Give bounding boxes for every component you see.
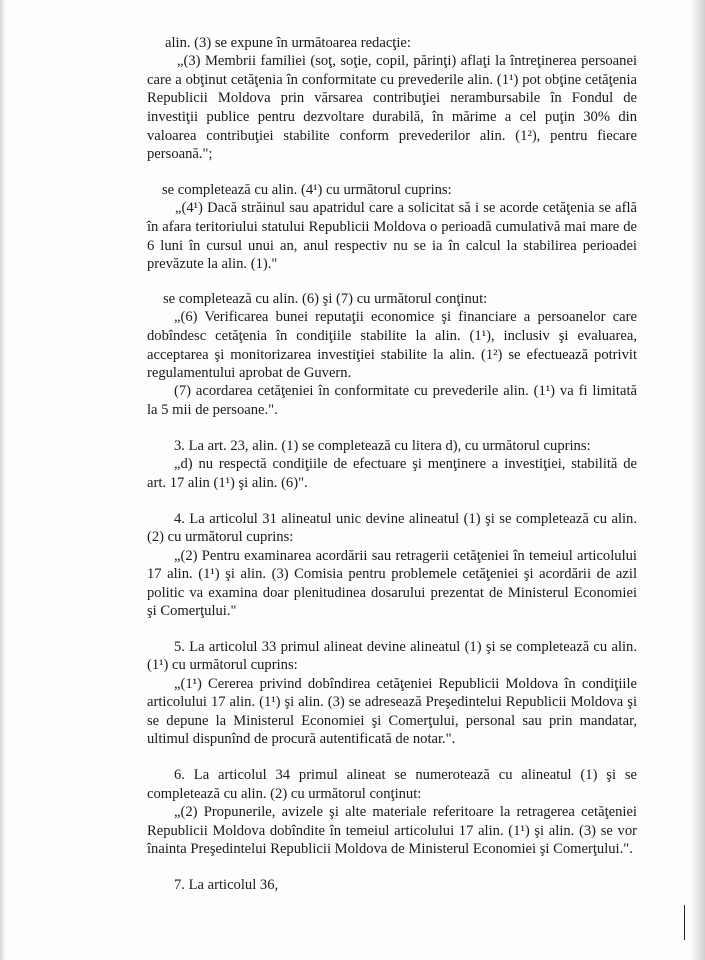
- paragraph-line: Republicii Moldova dobîndite în temeiul articolului 17 alin. (1¹) şi alin. (3) se vor: [147, 823, 637, 839]
- page-shadow-right: [691, 0, 705, 960]
- paragraph-line: „(2) Pentru examinarea acordării sau retragerii cetăţeniei în temeiul articolului: [174, 548, 637, 564]
- paragraph-line: 5. La articolul 33 primul alineat devine alineatul (1) şi se completează cu alin.: [174, 639, 637, 655]
- paragraph-line: se depune la Ministerul Economiei şi Comerţului, personal sau prin mandatar,: [147, 713, 637, 729]
- paragraph-line: ultimul dispunînd de procură autentificată de notar.".: [147, 731, 456, 747]
- paragraph-line: „(6) Verificarea bunei reputaţii economice şi financiare a persoanelor care: [174, 309, 637, 325]
- paragraph-line: „(2) Propunerile, avizele şi alte materiale referitoare la retragerea cetăţeniei: [174, 804, 637, 820]
- paragraph-line: 3. La art. 23, alin. (1) se completează cu litera d), cu următorul cuprins:: [174, 438, 591, 454]
- paragraph-line: şi Comerţului.": [147, 603, 237, 619]
- paragraph-line: 7. La articolul 36,: [174, 877, 279, 893]
- paragraph-line: 6. La articolul 34 primul alineat se numerotează cu alineatul (1) şi se: [174, 767, 637, 783]
- paragraph-line: dobîndesc cetăţenia în condiţiile stabilite la alin. (1¹), inclusiv şi evaluarea,: [147, 328, 637, 344]
- page-shadow-left: [0, 0, 6, 960]
- paragraph-line: persoană.";: [147, 146, 213, 162]
- paragraph-line: la 5 mii de persoane.".: [147, 402, 278, 418]
- paragraph-line: politic va examina doar plenitudinea dosarului prezentat de Ministerul Economiei: [147, 585, 637, 601]
- paragraph-line: „(3) Membrii familiei (soţ, soţie, copil, părinţi) aflaţi la întreţinerea persoanei: [177, 53, 637, 69]
- paragraph-line: Republicii Moldova prin vărsarea contribuţiei nerambursabile în Fondul de: [147, 90, 637, 106]
- paragraph-line: „(1¹) Cererea privind dobîndirea cetăţeniei Republicii Moldova în condiţiile: [174, 676, 637, 692]
- paragraph-line: art. 17 alin (1¹) şi alin. (6)".: [147, 475, 308, 491]
- paragraph-line: 6 luni în cursul unui an, anul respectiv nu se ia în calcul la stabilirea perioadei: [147, 238, 637, 254]
- paragraph-line: investiţii publice pentru dezvoltare durabilă, în mărime a cel puţin 30% din: [147, 109, 637, 125]
- paragraph-line: prevăzute la alin. (1).": [147, 256, 278, 272]
- paragraph-line: completează cu alin. (2) cu următorul conţinut:: [147, 786, 422, 802]
- paragraph-line: acceptarea şi monitorizarea investiţiei stabilite la alin. (1²) se efectuează potrivit: [147, 347, 637, 363]
- paragraph-line: (1¹) cu următorul cuprins:: [147, 657, 298, 673]
- paragraph-line: 4. La articolul 31 alineatul unic devine alineatul (1) şi se completează cu alin.: [174, 511, 637, 527]
- paragraph-line: „(4¹) Dacă străinul sau apatridul care a solicitat să i se acorde cetăţenia se află: [175, 200, 637, 216]
- paragraph-line: valoarea contribuţiei stabilite conform prevederilor alin. (1²), pentru fiecare: [147, 128, 637, 144]
- paragraph-line: „d) nu respectă condiţiile de efectuare şi menţinere a investiţiei, stabilită de: [174, 456, 637, 472]
- paragraph-line: (2) cu următorul cuprins:: [147, 529, 294, 545]
- paragraph-line: care a obţinut cetăţenia în conformitate cu prevederile alin. (1¹) pot obţine cetăţenia: [147, 72, 637, 88]
- paragraph-line: înainta Preşedintelui Republicii Moldova de Ministerul Economiei şi Comerţului.".: [147, 841, 633, 857]
- paragraph-line: alin. (3) se expune în următoarea redacţie:: [165, 35, 411, 51]
- paragraph-line: articolului 17 alin. (1¹) şi alin. (3) se adresează Preşedintelui Republicii Moldova şi: [147, 694, 637, 710]
- scan-mark: [684, 905, 685, 940]
- paragraph-line: (7) acordarea cetăţeniei în conformitate cu prevederile alin. (1¹) va fi limitată: [174, 383, 637, 399]
- paragraph-line: în afara teritoriului statului Republicii Moldova o perioadă cumulativă mai mare de: [147, 219, 637, 235]
- paragraph-line: se completează cu alin. (6) şi (7) cu următorul conţinut:: [163, 291, 488, 307]
- paragraph-line: regulamentului aprobat de Guvern.: [147, 365, 352, 381]
- paragraph-line: 17 alin. (1¹) şi alin. (3) Comisia pentru problemele cetăţeniei şi acordării de azil: [147, 566, 637, 582]
- paragraph-line: se completează cu alin. (4¹) cu următorul cuprins:: [162, 182, 452, 198]
